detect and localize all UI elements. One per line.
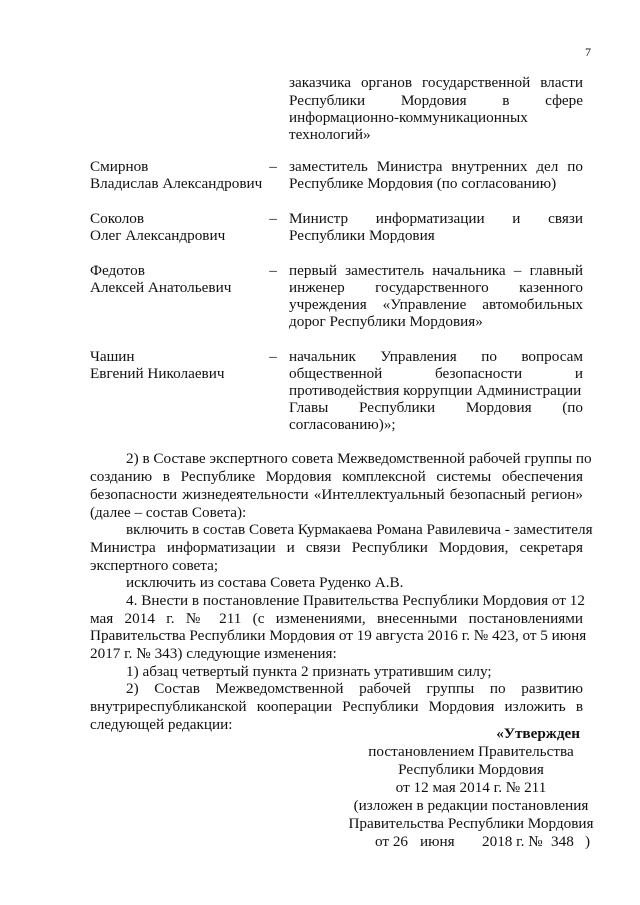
paragraph-line: (далее – состав Совета): (90, 504, 247, 521)
paragraph-line: созданию в Республике Мордовия комплексной системы обеспечения (90, 468, 583, 485)
paragraph-line: мая 2014 г. № 211 (с изменениями, внесенными постановлениями (90, 610, 583, 627)
member-role-line: Республике Мордовия (по согласованию) (289, 175, 557, 192)
member-surname: Соколов (90, 210, 145, 227)
continuation-line: Республики Мордовия в сфере (289, 92, 583, 109)
member-dash: – (269, 348, 277, 365)
member-role-line: Министр информатизации и связи (289, 210, 583, 227)
member-role-line: общественной безопасности и (289, 365, 583, 382)
member-dash: – (269, 158, 277, 175)
paragraph-line: 2) в Составе экспертного совета Межведомственной рабочей группы по (126, 450, 592, 467)
member-dash: – (269, 210, 277, 227)
approval-line: Республики Мордовия (398, 761, 544, 778)
member-role-line: первый заместитель начальника – главный (289, 262, 583, 279)
member-role-line: начальник Управления по вопросам (289, 348, 583, 365)
continuation-line: заказчика органов государственной власти (289, 74, 583, 91)
member-dash: – (269, 262, 277, 279)
approval-line: от 12 мая 2014 г. № 211 (395, 779, 547, 796)
page-number: 7 (585, 45, 591, 59)
approval-date-month: июня (420, 833, 455, 850)
approval-line: (изложен в редакции постановления (353, 797, 589, 814)
member-given-names: Владислав Александрович (90, 175, 263, 192)
member-role-line: Республики Мордовия (289, 227, 435, 244)
paragraph-line: внутриреспубликанской кооперации Республики Мордовия изложить в (90, 698, 583, 715)
member-given-names: Евгений Николаевич (90, 365, 225, 382)
paragraph-line: Министра информатизации и связи Республики Мордовия, секретаря (90, 539, 583, 556)
approval-line: постановлением Правительства (368, 743, 574, 760)
paragraph-line: 2) Состав Межведомственной рабочей группы по развитию (126, 680, 583, 697)
member-role-line: согласованию)»; (289, 416, 396, 433)
paragraph-line: включить в состав Совета Курмакаева Романа Равилевича - заместителя (126, 521, 593, 538)
member-role-line: Главы Республики Мордовия (по (289, 399, 583, 416)
paragraph-line: Правительства Республики Мордовия от 19 августа 2016 г. № 423, от 5 июня (90, 627, 587, 644)
member-surname: Смирнов (90, 158, 149, 175)
paragraph-line: исключить из состава Совета Руденко А.В. (126, 574, 404, 591)
paragraph-line: 4. Внести в постановление Правительства Республики Мордовия от 12 (126, 592, 585, 609)
member-given-names: Олег Александрович (90, 227, 226, 244)
member-surname: Федотов (90, 262, 145, 279)
approval-date-number: 348 (551, 833, 574, 850)
paragraph-line: следующей редакции: (90, 716, 233, 733)
member-given-names: Алексей Анатольевич (90, 279, 232, 296)
approval-date-suffix: ) (585, 833, 591, 850)
paragraph-line: 1) абзац четвертый пункта 2 признать утратившим силу; (126, 663, 492, 680)
member-role-line: инженер государственного казенного (289, 279, 583, 296)
continuation-line: технологий» (289, 126, 371, 143)
member-role-line: учреждения «Управление автомобильных (289, 296, 583, 313)
paragraph-line: 2017 г. № 343) следующие изменения: (90, 645, 337, 662)
paragraph-line: экспертного совета; (90, 557, 219, 574)
approval-line: Правительства Республики Мордовия (348, 815, 594, 832)
member-role-line: дорог Республики Мордовия» (289, 313, 483, 330)
continuation-line: информационно-коммуникационных (289, 109, 528, 126)
member-role-line: заместитель Министра внутренних дел по (289, 158, 583, 175)
member-surname: Чашин (90, 348, 135, 365)
approval-date-year: 2018 г. № (482, 833, 543, 850)
approval-heading: «Утвержден (496, 725, 580, 742)
member-role-line: противодействия коррупции Администрации (289, 382, 582, 399)
approval-date-prefix: от 26 (375, 833, 409, 850)
paragraph-line: безопасности жизнедеятельности «Интеллектуальный безопасный регион» (90, 486, 583, 503)
